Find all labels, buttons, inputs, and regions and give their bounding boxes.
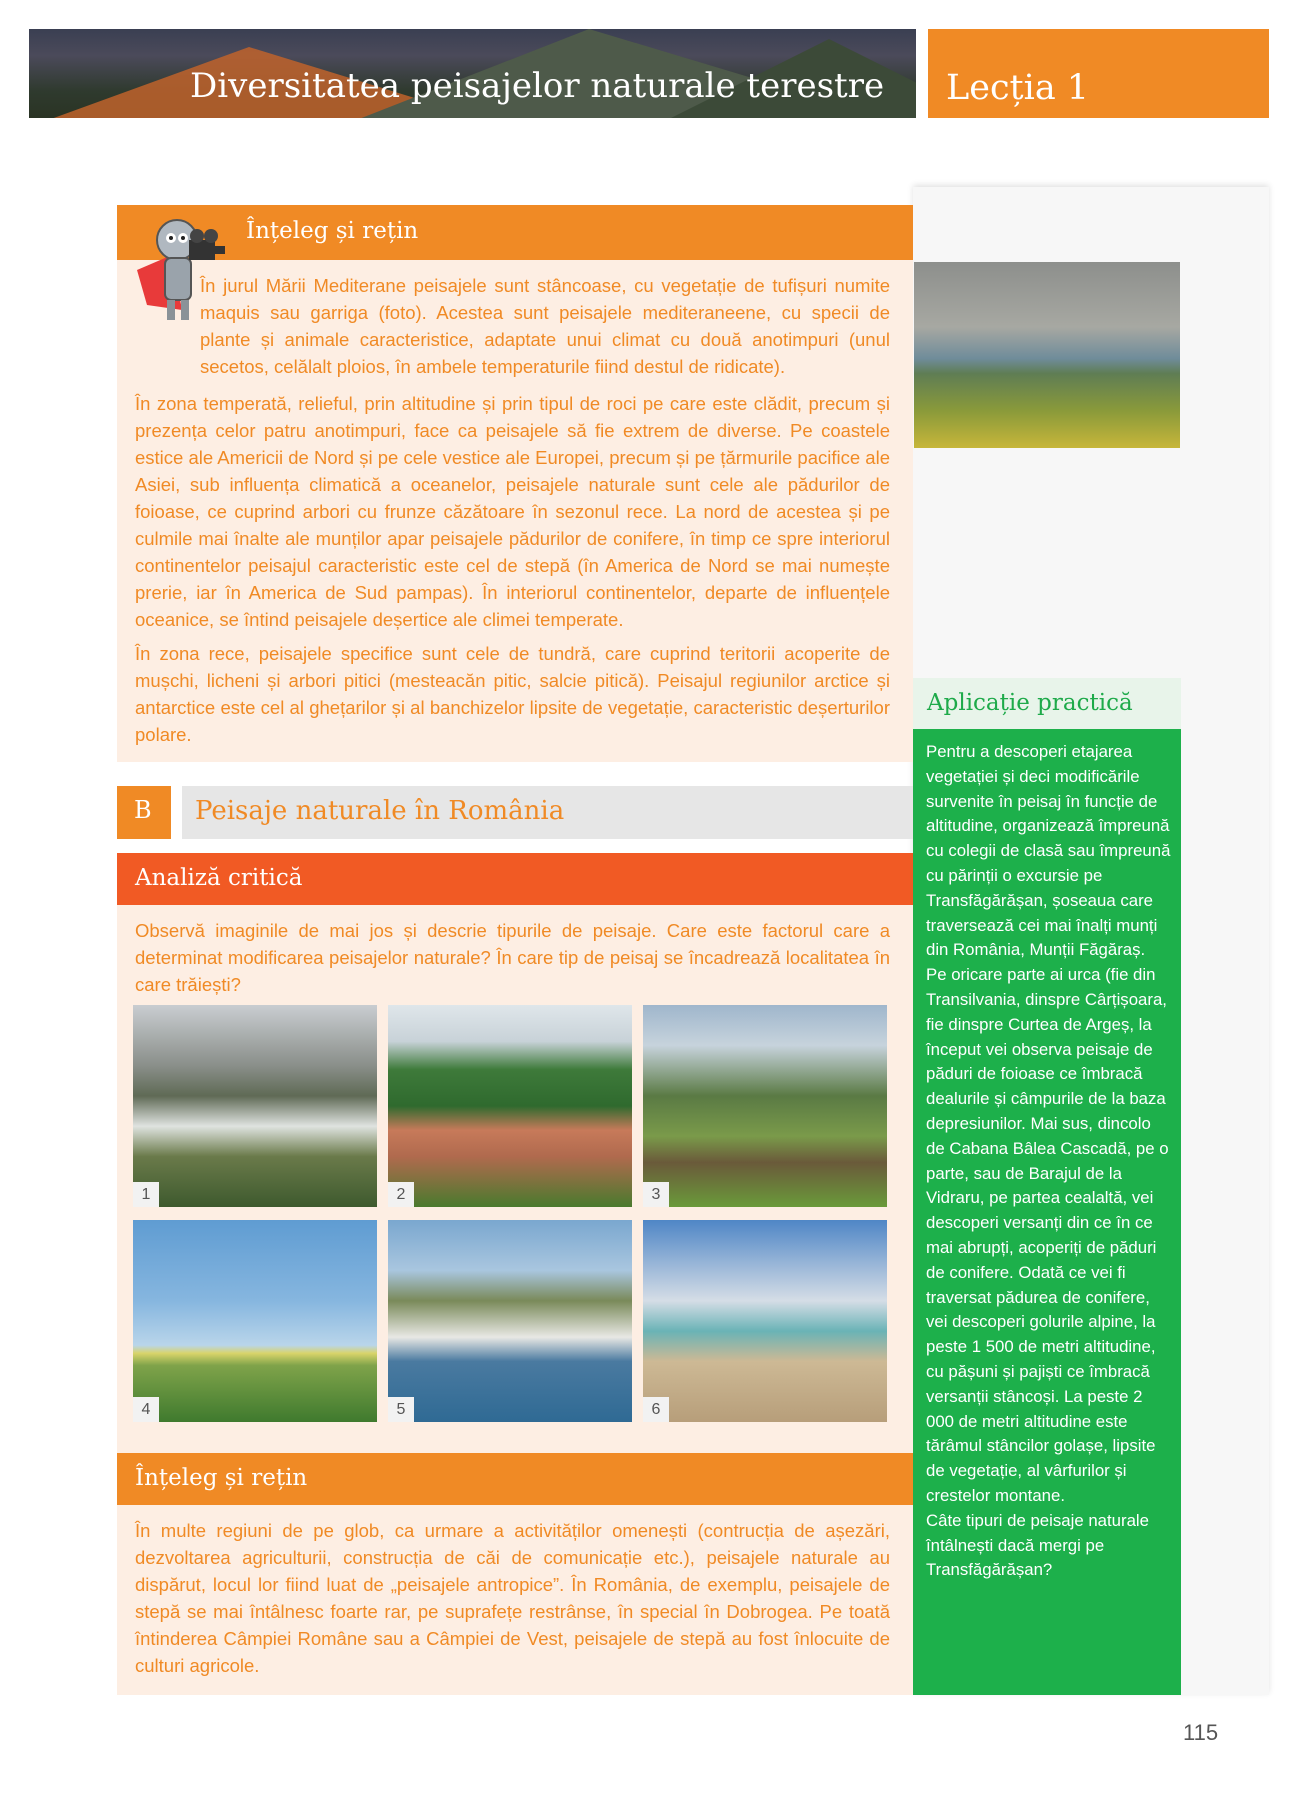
- section-a-heading: Înțeleg și rețin: [246, 218, 419, 244]
- practical-application-text-2: Pe oricare parte ai urca (fie din Transilvania, dinspre Cârțișoara, fie dinspre Curtea de Argeș, la început vei observa peisaje de păduri de foioase ce îmbracă dealurile și câmpurile de la baza depresiunilor. Mai sus, dincolo de Cabana Bâlea Cascadă, pe o parte, sau de Barajul de la Vidraru, pe partea cealaltă, vei descoperi versanți din ce în ce mai abrupți, acoperiți de păduri de conifere. Odată ce vei fi traversat pădurea de conifere, vei descoperi golurile alpine, la peste 1 500 de metri altitudine, cu pășuni și pajiști ce îmbracă versanții stâncoși. La peste 2 000 de metri altitudine este tărâmul stâncilor golașe, lipsite de vegetație, al vârfurilor și crestelor montane.: [926, 965, 1169, 1505]
- critical-analysis-title: Analiză critică: [135, 865, 303, 891]
- photo-number: 1: [133, 1182, 159, 1207]
- photo-number: 3: [643, 1182, 669, 1207]
- photo-beach: [643, 1220, 887, 1422]
- section-a-paragraph-2: În zona temperată, relieful, prin altitudine și prin tipul de roci pe care este clădit, precum și prezența celor patru anotimpuri, face ca peisajele să fie extrem de diverse. Pe coastele estice ale Americii de Nord și pe cele vestice ale Europei, precum și pe țărmurile pacifice ale Asiei, sub influența climatică a oceanelor, peisajele naturale sunt cele ale pădurilor de foioase, ce cuprind arbori cu frunze căzătoare în sezonul rece. La nord de acestea și pe culmile mai înalte ale munților apar peisajele pădurilor de conifere, în timp ce spre interiorul continentelor peisajul caracteristic este cel de stepă (în America de Nord se mai numește prerie, iar în America de Sud pampas). În interiorul continentelor, departe de influențele oceanice, se întind peisajele deșertice ale climei temperate.: [135, 393, 890, 630]
- photo-number: 6: [643, 1397, 669, 1422]
- lesson-label: Lecția 1: [946, 68, 1090, 108]
- practical-application-text: [926, 740, 1174, 1583]
- page-number: 115: [1183, 1720, 1219, 1745]
- photo-number: 5: [388, 1397, 414, 1422]
- photo-hill-town: [388, 1005, 632, 1207]
- photo-rural-valley: [643, 1005, 887, 1207]
- photo-pelicans-delta: [388, 1220, 632, 1422]
- photo-number: 2: [388, 1182, 414, 1207]
- page-title: Diversitatea peisajelor naturale terestre: [190, 66, 885, 106]
- photo-plain-fields: [133, 1220, 377, 1422]
- practical-application-question: Câte tipuri de peisaje naturale întâlnești dacă mergi pe Transfăgărășan?: [926, 1510, 1149, 1580]
- critical-analysis-question: Observă imaginile de mai jos și descrie tipurile de peisaje. Care este factorul care a determinat modificarea peisajelor naturale? În care tip de peisaj se încadrează localitatea în care trăiești?: [135, 920, 890, 995]
- practical-application-title: Aplicație practică: [927, 690, 1133, 716]
- section-b-letter: B: [134, 796, 152, 824]
- section-b-inteleg-heading: Înțeleg și rețin: [135, 1465, 308, 1491]
- section-b-inteleg-text: În multe regiuni de pe glob, ca urmare a activităților omenești (contrucția de așezări, dezvoltarea agriculturii, construcția de căi de comunicație etc.), peisajele naturale au dispărut, locul lor fiind luat de „peisajele antropice”. În România, de exemplu, peisajele de stepă se mai întâlnesc foarte rar, pe suprafețe restrânse, în special în Dobrogea. Pe toată întinderea Câmpiei Române sau a Câmpiei de Vest, peisajele de stepă au fost înlocuite de culturi agricole.: [135, 1520, 890, 1676]
- mediterranean-landscape-photo: [914, 262, 1180, 448]
- photo-number: 4: [133, 1397, 159, 1422]
- section-b-title: Peisaje naturale în România: [195, 796, 565, 826]
- section-a-paragraph-3: În zona rece, peisajele specifice sunt cele de tundră, care cuprind teritorii acoperite de mușchi, licheni și arbori pitici (mesteacăn pitic, salcie pitică). Peisajul regiunilor arctice și antarctice este cel al ghețarilor și al banchizelor lipsite de vegetație, caracteristic deșerturilor polare.: [135, 643, 890, 745]
- practical-application-text-1: Pentru a descoperi etajarea vegetației și deci modificările survenite în peisaj în funcție de altitudine, organizează împreună cu colegii de clasă sau împreună cu părinții o excursie pe Transfăgărășan, șoseaua care traversează cei mai înalți munți din România, Munții Făgăraș.: [926, 742, 1171, 960]
- photo-mountain-stream: [133, 1005, 377, 1207]
- section-a-paragraph-1: În jurul Mării Mediterane peisajele sunt stâncoase, cu vegetație de tufișuri numite maquis sau garriga (foto). Acestea sunt peisajele mediteraneene, cu specii de plante și animale caracteristice, adaptate unui climat cu două anotimpuri (unul secetos, celălalt ploios, în ambele temperaturile fiind destul de ridicate).: [200, 275, 890, 377]
